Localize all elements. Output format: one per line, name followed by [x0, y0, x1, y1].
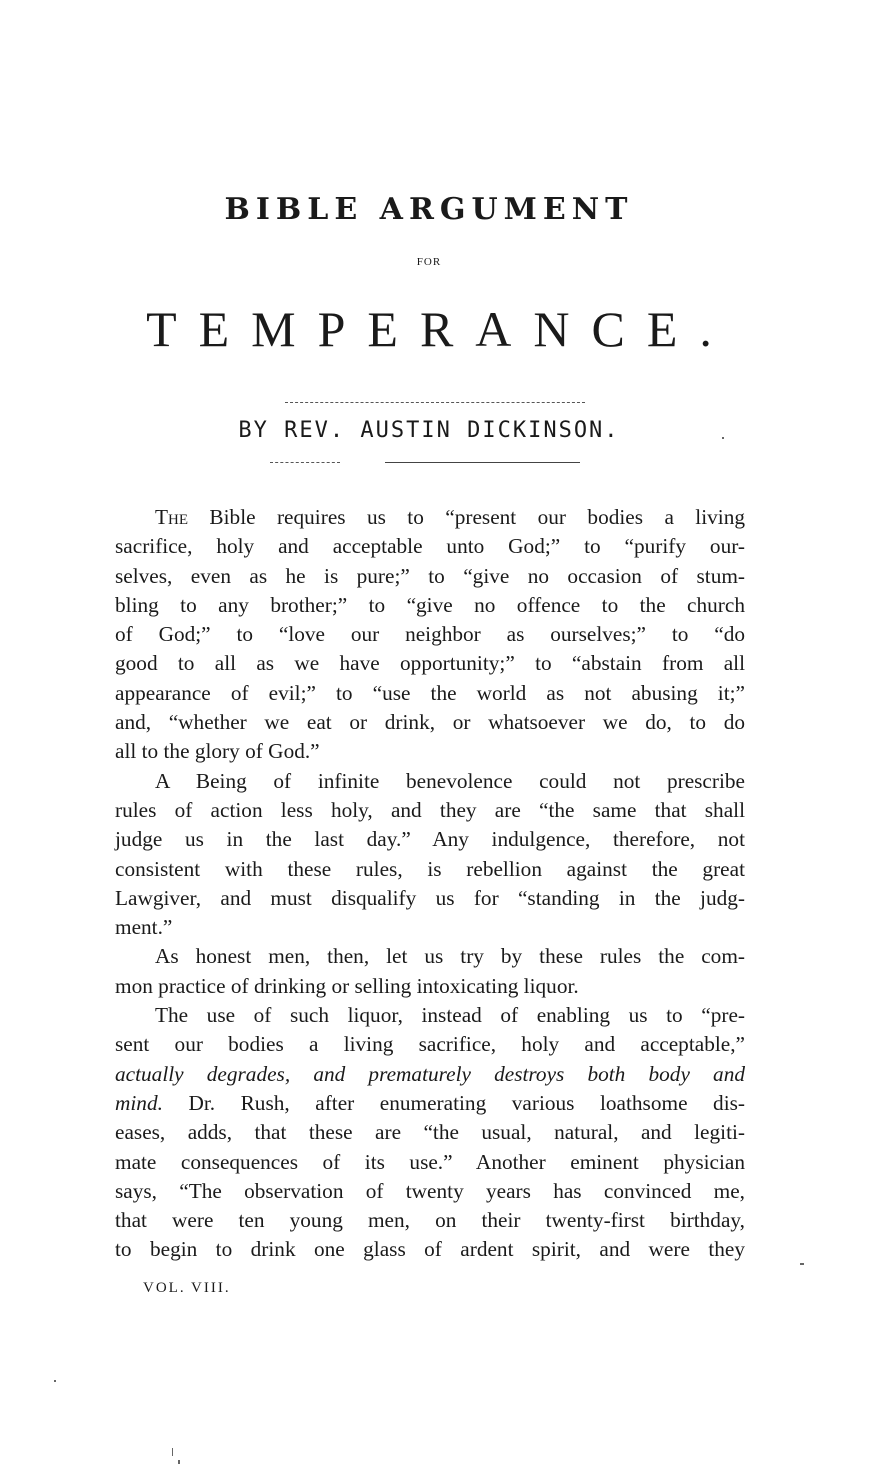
text-line: says, “The observation of twenty years has convinced me,	[115, 1178, 745, 1203]
subject-title: TEMPERANCE.	[146, 301, 734, 357]
print-speck	[172, 1448, 173, 1456]
text-line: to begin to drink one glass of ardent spirit, and were they	[115, 1237, 745, 1262]
text-line: ment.”	[115, 915, 173, 940]
text-line: and, “whether we eat or drink, or whatsoever we do, to do	[115, 710, 745, 735]
text-line: Lawgiver, and must disqualify us for “standing in the judg-	[115, 885, 745, 910]
text-line: actually degrades, and prematurely destroys both body and	[115, 1061, 745, 1086]
print-speck	[178, 1460, 180, 1464]
text-line: consistent with these rules, is rebellion against the great	[115, 856, 745, 881]
text-line: mind. Dr. Rush, after enumerating various loathsome dis-	[115, 1090, 745, 1115]
text-line: that were ten young men, on their twenty-first birthday,	[115, 1208, 745, 1233]
bottom-rule-short	[270, 462, 340, 464]
volume-signature: VOL. VIII.	[143, 1280, 231, 1296]
text-line: As honest men, then, let us try by these rules the com-	[155, 944, 745, 969]
text-line: mon practice of drinking or selling intoxicating liquor.	[115, 973, 579, 998]
text-line: eases, adds, that these are “the usual, natural, and legiti-	[115, 1120, 745, 1145]
author-line: BY REV. AUSTIN DICKINSON.	[238, 418, 620, 443]
text-line: appearance of evil;” to “use the world as not abusing it;”	[115, 680, 745, 705]
text-line: sacrifice, holy and acceptable unto God;” to “purify our-	[115, 534, 745, 559]
text-line: judge us in the last day.” Any indulgence, therefore, not	[115, 827, 745, 852]
text-line: good to all as we have opportunity;” to “abstain from all	[115, 651, 745, 676]
drop-word: The	[155, 505, 189, 529]
print-speck	[722, 437, 724, 439]
title-connector: FOR	[416, 256, 442, 268]
text-line: mate consequences of its use.” Another eminent physician	[115, 1149, 745, 1174]
body-text	[115, 503, 745, 1265]
text-line: all to the glory of God.”	[115, 739, 320, 764]
text-line: of God;” to “love our neighbor as ourselves;” to “do	[115, 622, 745, 647]
bottom-rule-long	[385, 462, 580, 463]
print-speck	[800, 1263, 804, 1265]
text-line: bling to any brother;” to “give no offence to the church	[115, 592, 745, 617]
text-line: sent our bodies a living sacrifice, holy and acceptable,”	[115, 1032, 745, 1057]
text-line: selves, even as he is pure;” to “give no occasion of stum-	[115, 563, 745, 588]
text-line: rules of action less holy, and they are “the same that shall	[115, 797, 745, 822]
text-line: The Bible requires us to “present our bodies a living	[155, 505, 745, 529]
main-title: BIBLE ARGUMENT	[224, 192, 634, 227]
text-line: The use of such liquor, instead of enabling us to “pre-	[155, 1003, 745, 1028]
top-rule	[285, 402, 585, 404]
text-line: A Being of infinite benevolence could not prescribe	[155, 768, 745, 793]
italic-word: mind.	[115, 1090, 163, 1115]
print-speck	[54, 1380, 56, 1382]
